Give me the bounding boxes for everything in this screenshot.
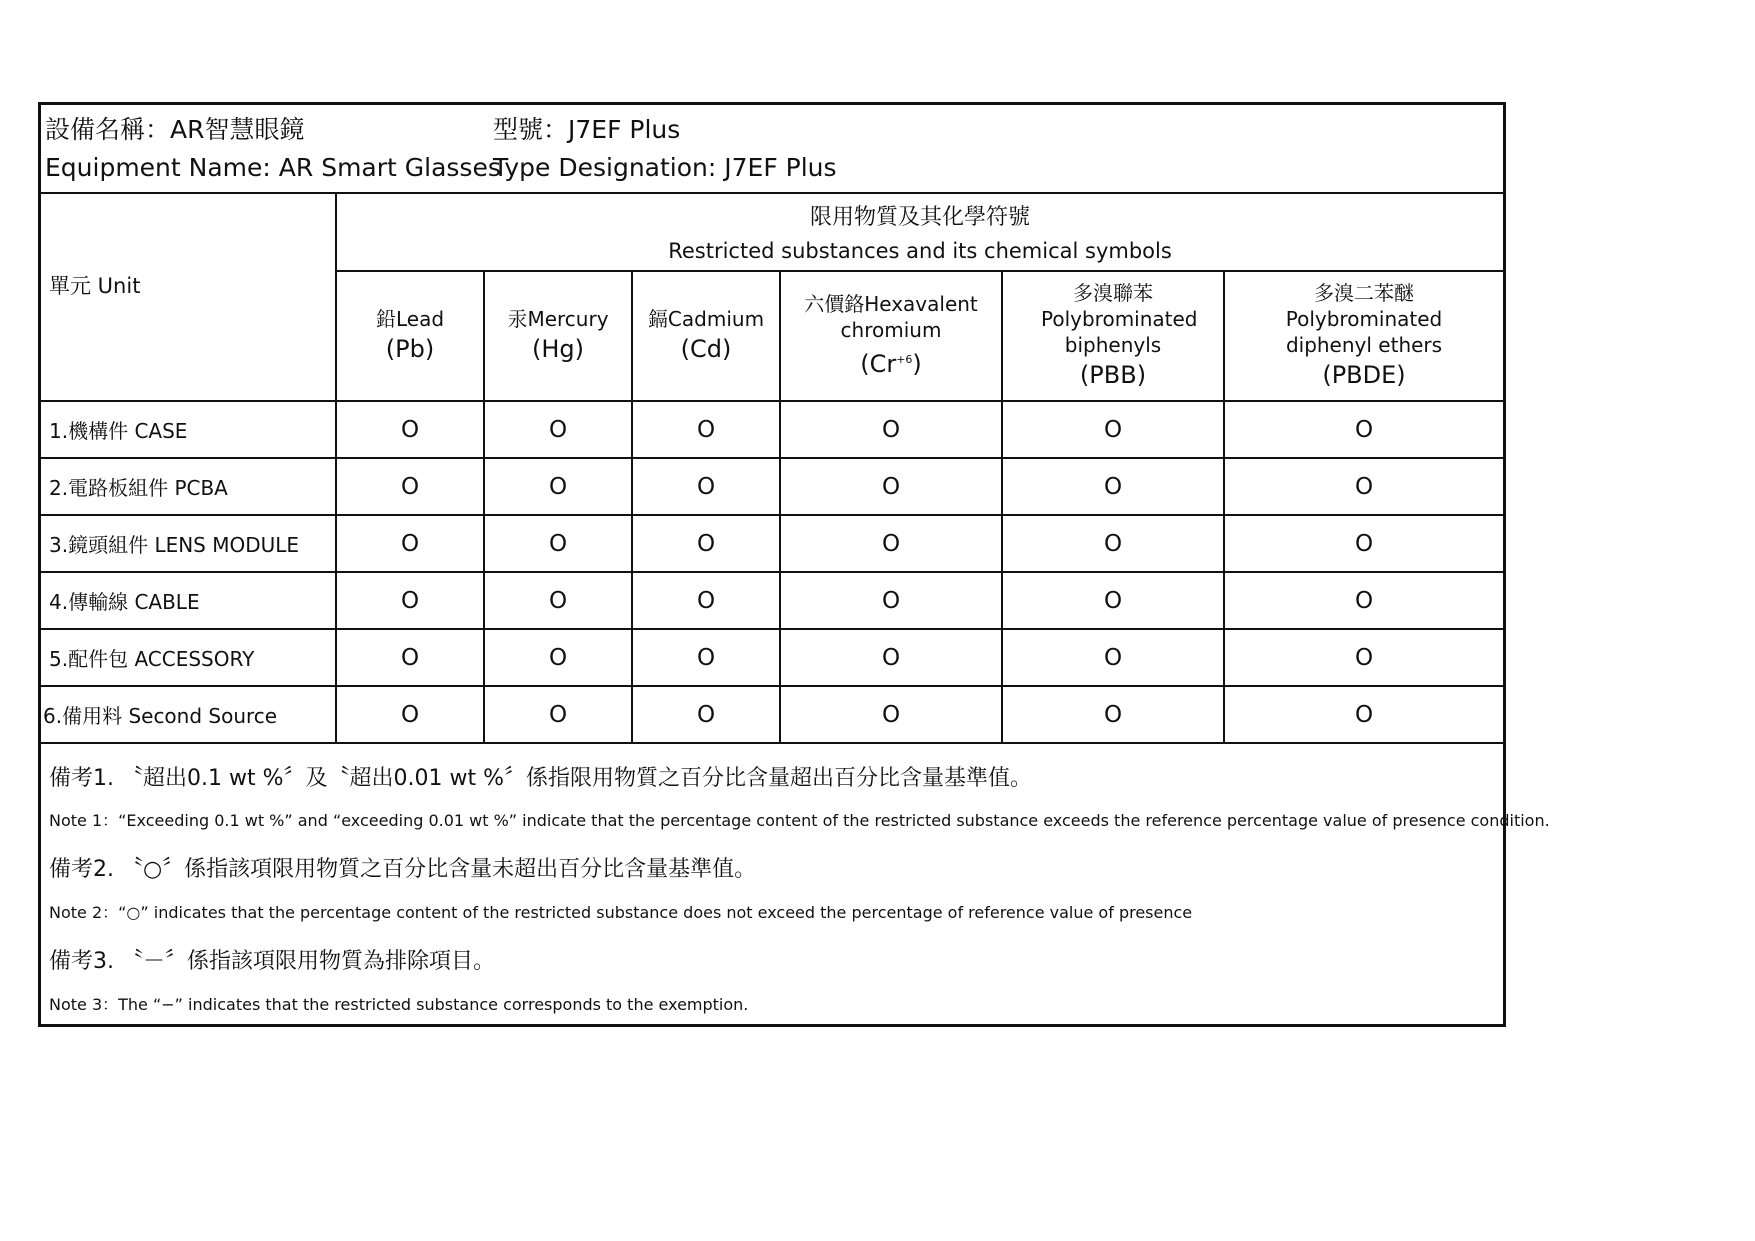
compliance-mark: O	[632, 686, 780, 743]
substance-symbol: (Hg)	[531, 335, 584, 363]
compliance-mark: O	[1224, 572, 1503, 629]
compliance-mark: O	[484, 458, 632, 515]
group-title-en: Restricted substances and its chemical symbols	[668, 239, 1172, 263]
rohs-declaration-table	[38, 102, 1550, 1027]
substance-header-pbb	[1002, 271, 1224, 401]
substance-name: 多溴二苯醚	[1314, 281, 1414, 305]
compliance-mark: O	[780, 572, 1002, 629]
row-label: 2.電路板組件 PCBA	[41, 458, 336, 515]
compliance-mark: O	[632, 572, 780, 629]
substance-extra: Polybrominated biphenyls	[1041, 307, 1198, 357]
compliance-mark: O	[1224, 686, 1503, 743]
note-3-cn: 備考3. 〝－〞係指該項限用物質為排除項目。	[49, 949, 495, 974]
compliance-mark: O	[1224, 401, 1503, 458]
compliance-mark: O	[1002, 515, 1224, 572]
equipment-name-cn: 設備名稱：AR智慧眼鏡	[45, 115, 305, 144]
compliance-mark: O	[1224, 515, 1503, 572]
compliance-mark: O	[484, 572, 632, 629]
substance-header-lead	[336, 271, 484, 401]
unit-header	[41, 194, 336, 401]
note-1-en: Note 1：“Exceeding 0.1 wt %” and “exceeding 0.01 wt %” indicate that the percentage content of the restricted substance exceeds the reference percentage value of presence condition.	[49, 811, 1550, 830]
table-row	[41, 686, 1503, 743]
table-row	[41, 401, 1503, 458]
row-label: 1.機構件 CASE	[41, 401, 336, 458]
substance-symbol: (PBDE)	[1322, 361, 1406, 389]
substance-name: 汞Mercury	[507, 307, 609, 331]
substance-table	[41, 194, 1503, 744]
compliance-mark: O	[336, 572, 484, 629]
compliance-mark: O	[1002, 458, 1224, 515]
substance-symbol: (PBB)	[1079, 361, 1147, 389]
compliance-mark: O	[780, 515, 1002, 572]
compliance-mark: O	[780, 458, 1002, 515]
row-label: 4.傳輸線 CABLE	[41, 572, 336, 629]
compliance-mark: O	[632, 401, 780, 458]
compliance-mark: O	[336, 401, 484, 458]
equipment-name-en: Equipment Name: AR Smart Glasses	[45, 153, 501, 182]
substance-symbol: (Cd)	[680, 335, 732, 363]
compliance-mark: O	[484, 515, 632, 572]
compliance-mark: O	[336, 515, 484, 572]
compliance-mark: O	[1224, 458, 1503, 515]
table-row	[41, 572, 1503, 629]
substance-header-cadmium	[632, 271, 780, 401]
substance-name: 六價鉻Hexavalent	[804, 292, 978, 316]
table-row	[41, 629, 1503, 686]
substance-header-pbde	[1224, 271, 1503, 401]
compliance-mark: O	[632, 629, 780, 686]
note-2-en: Note 2：“○” indicates that the percentage content of the restricted substance does not exceed the percentage of reference value of presence	[49, 903, 1193, 922]
compliance-mark: O	[484, 629, 632, 686]
note-1-cn: 備考1. 〝超出0.1 wt %〞及〝超出0.01 wt %〞係指限用物質之百分比含量超出百分比含量基準值。	[49, 766, 1032, 791]
substance-symbol: (Pb)	[385, 335, 435, 363]
type-designation-cn: 型號：J7EF Plus	[493, 115, 681, 144]
substance-name: 鎘Cadmium	[647, 307, 765, 331]
restricted-substances-header	[336, 194, 1503, 271]
compliance-mark: O	[1002, 401, 1224, 458]
substance-extra: chromium	[840, 318, 942, 342]
note-2-cn: 備考2. 〝○〞係指該項限用物質之百分比含量未超出百分比含量基準值。	[49, 857, 757, 882]
group-title-cn: 限用物質及其化學符號	[810, 205, 1031, 230]
substance-header-mercury	[484, 271, 632, 401]
compliance-mark: O	[1002, 572, 1224, 629]
row-label: 3.鏡頭組件 LENS MODULE	[41, 515, 336, 572]
compliance-mark: O	[1002, 686, 1224, 743]
note-3-en: Note 3：The “−” indicates that the restricted substance corresponds to the exemption.	[49, 995, 749, 1014]
substance-name: 鉛Lead	[375, 307, 445, 331]
compliance-mark: O	[780, 629, 1002, 686]
compliance-mark: O	[336, 458, 484, 515]
compliance-mark: O	[632, 515, 780, 572]
compliance-mark: O	[1224, 629, 1503, 686]
compliance-mark: O	[780, 401, 1002, 458]
table-row	[41, 458, 1503, 515]
equipment-header	[41, 105, 1503, 194]
substance-header-hexavalent-chromium	[780, 271, 1002, 401]
compliance-mark: O	[336, 686, 484, 743]
compliance-mark: O	[1002, 629, 1224, 686]
type-designation-en: Type Designation: J7EF Plus	[493, 153, 837, 182]
compliance-mark: O	[780, 686, 1002, 743]
substance-name: 多溴聯苯	[1073, 281, 1153, 305]
row-label: 6.備用料 Second Source	[41, 686, 336, 743]
row-label: 5.配件包 ACCESSORY	[41, 629, 336, 686]
compliance-mark: O	[632, 458, 780, 515]
compliance-mark: O	[484, 401, 632, 458]
unit-label: 單元 Unit	[49, 274, 141, 298]
substance-symbol: $(Cr^{+6})$	[860, 350, 922, 378]
compliance-mark: O	[336, 629, 484, 686]
substance-extra: Polybrominated diphenyl ethers	[1285, 307, 1443, 357]
table-row	[41, 515, 1503, 572]
compliance-mark: O	[484, 686, 632, 743]
